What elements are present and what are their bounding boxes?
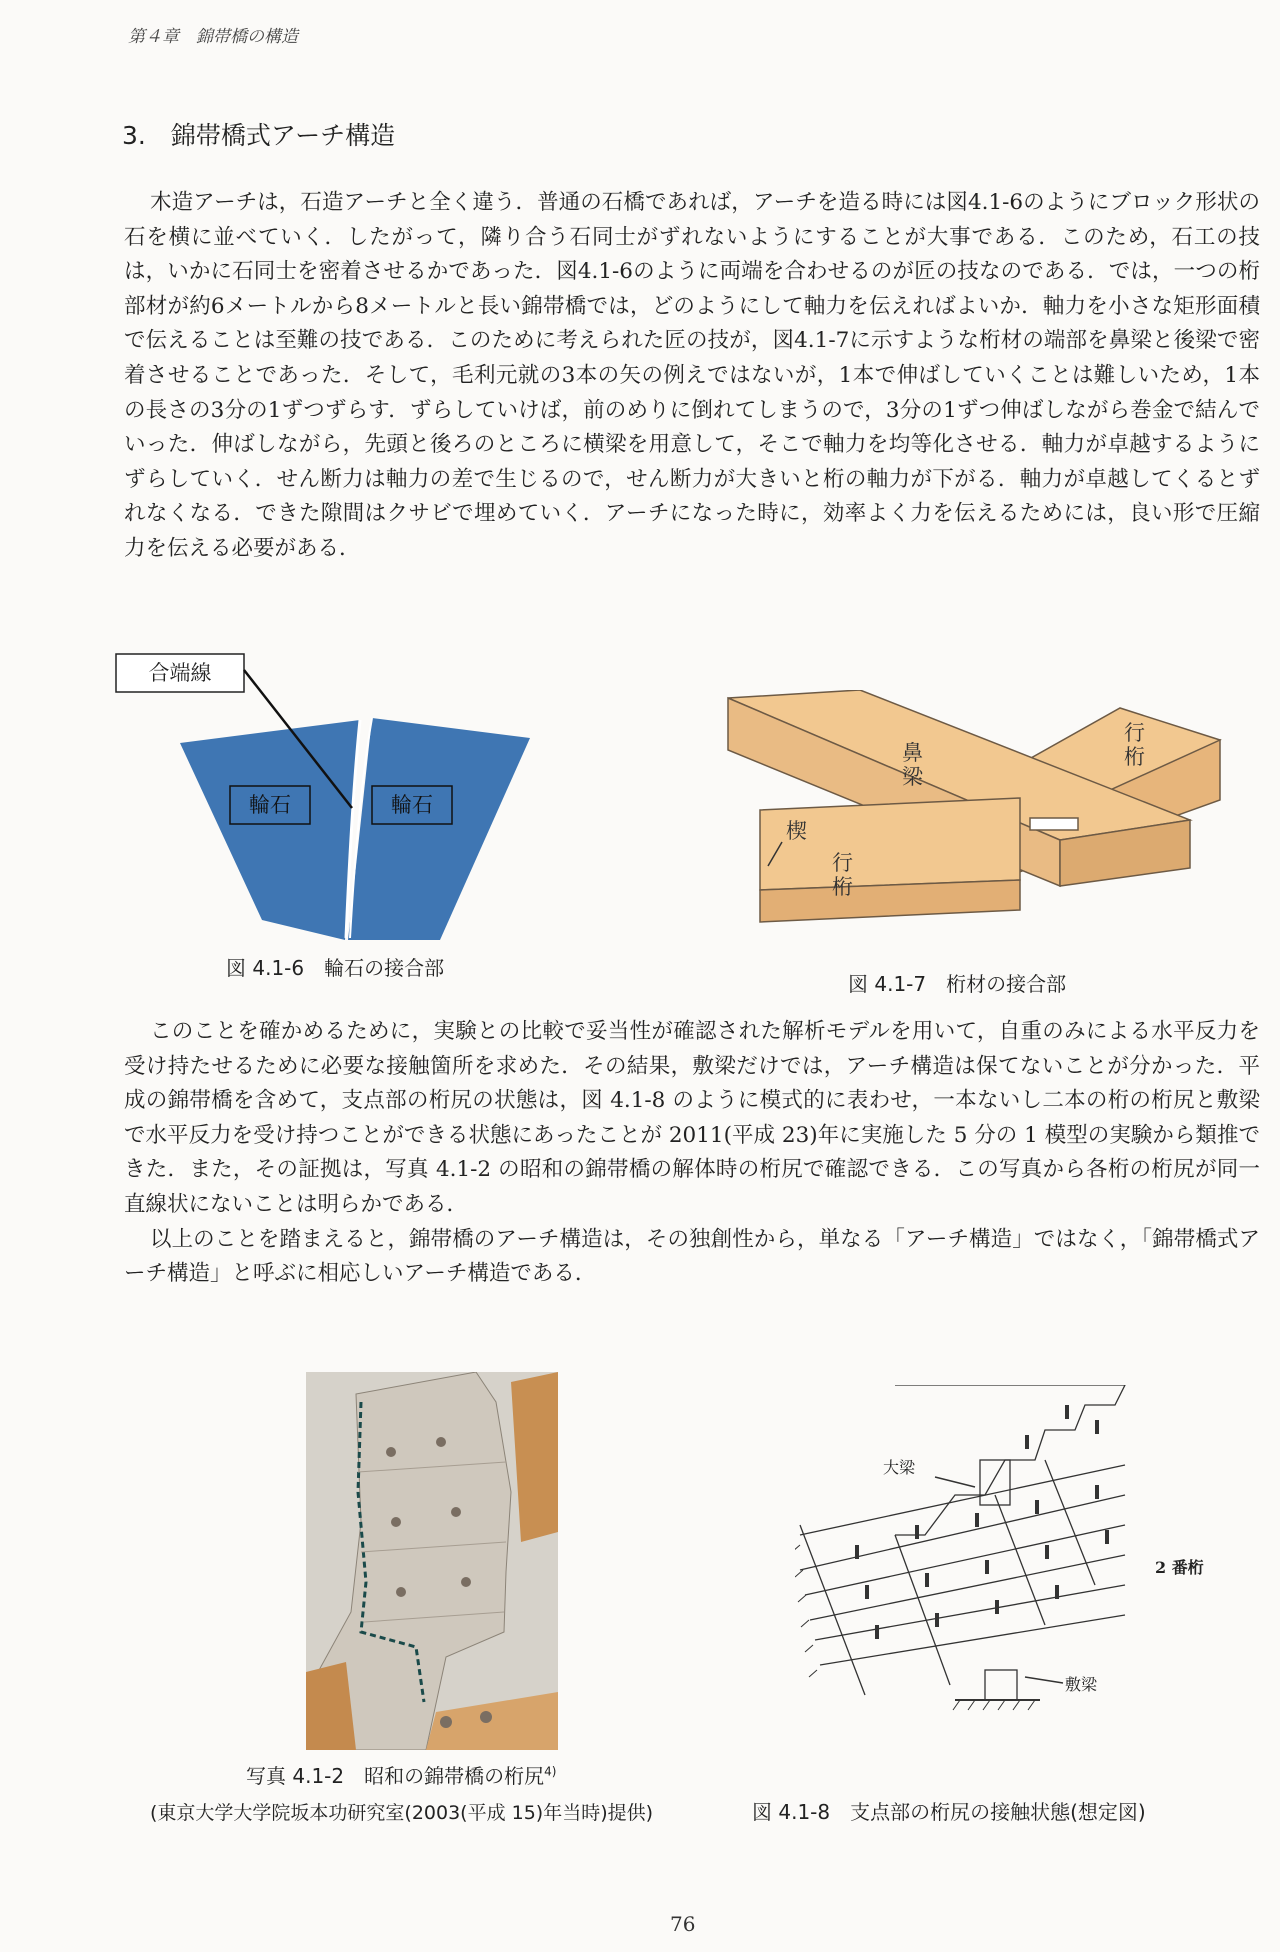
right-stone-label: 輪石	[391, 793, 433, 817]
left-stone-label: 輪石	[249, 793, 291, 817]
hanabari-label: 鼻梁	[902, 741, 923, 789]
photo-caption-text: 写真 4.1-2 昭和の錦帯橋の桁尻	[246, 1764, 545, 1788]
running-header: 第４章 錦帯橋の構造	[128, 27, 298, 47]
kouketa-left-label: 行桁	[832, 851, 853, 899]
figure-4-1-8-diagram	[795, 1385, 1225, 1725]
photo-illustration	[306, 1372, 558, 1750]
body-paragraph-2	[124, 1015, 1260, 1292]
photo-4-1-2-caption	[246, 1760, 556, 1789]
shikibari-label: 敷梁	[1065, 1675, 1098, 1694]
right-voussoir-stone	[348, 718, 530, 940]
joint-notch	[1030, 818, 1078, 830]
obari-arrow	[935, 1477, 975, 1487]
figure-4-1-6-caption: 図 4.1-6 輪石の接合部	[226, 956, 445, 980]
photo-4-1-2-credit: (東京大学大学院坂本功研究室(2003(平成 15)年当時)提供)	[150, 1802, 654, 1824]
shikibari-beam	[985, 1670, 1017, 1700]
paragraph-text: このことを確かめるために，実験との比較で妥当性が確認された解析モデルを用いて，自重のみによる水平反力を受け持たせるために必要な接触箇所を求めた．その結果，敷梁だけでは，アーチ構造は保てないことが分かった．平成の錦帯橋を含めて，支点部の桁尻の状態は，図 4.1-8 のように模式的に表わせ，一本ないし二本の桁の桁尻と敷梁で水平反力を受け持つことができる状態にあったことが 2011(平成 23)年に実施した 5 分の 1 模型の実験から類推できた．また，その証拠は，写真 4.1-2 の昭和の錦帯橋の解体時の桁尻で確認できる．この写真から各桁の桁尻が同一直線状にないことは明らかである．	[124, 1019, 1260, 1217]
figure-4-1-7-caption: 図 4.1-7 桁材の接合部	[848, 972, 1067, 996]
reference-superscript: 4)	[544, 1764, 557, 1779]
paragraph-text: 木造アーチは，石造アーチと全く違う．普通の石橋であれば，アーチを造る時には図4.1-6のようにブロック形状の石を横に並べていく．したがって，隣り合う石同士がずれないようにすることが大事である．このため，石工の技は，いかに石同士を密着させるかであった．図4.1-6のように両端を合わせるのが匠の技なのである．では，一つの桁部材が約6メートルから8メートルと長い錦帯橋では，どのようにして軸力を伝えればよいか．軸力を小さな矩形面積で伝えることは至難の技である．このために考えられた匠の技が，図4.1-7に示すような桁材の端部を鼻梁と後梁で密着させることであった．そして，毛利元就の3本の矢の例えではないが，1本で伸ばしていくことは難しいため，1本の長さの3分の1ずつずらす．ずらしていけば，前のめりに倒れてしまうので，3分の1ずつ伸ばしながら巻金で結んでいった．伸ばしながら，先頭と後ろのところに横梁を用意して，そこで軸力を均等化させる．軸力が卓越するようにずらしていく．せん断力は軸力の差で生じるので，せん断力が大きいと桁の軸力が下がる．軸力が卓越してくるとずれなくなる．できた隙間はクサビで埋めていく．アーチになった時に，効率よく力を伝えるためには，良い形で圧縮力を伝える必要がある．	[124, 190, 1260, 561]
obari-beam	[980, 1460, 1010, 1505]
figure-4-1-7-diagram	[720, 690, 1240, 940]
obari-label: 大梁	[883, 1458, 916, 1477]
section-title: 3. 錦帯橋式アーチ構造	[122, 121, 396, 150]
kouketa-right-label: 行桁	[1124, 721, 1145, 769]
shikibari-arrow	[1025, 1677, 1063, 1683]
photo-4-1-2	[306, 1372, 558, 1750]
kusabi-label: 楔	[786, 819, 807, 843]
figure-4-1-8-caption: 図 4.1-8 支点部の桁尻の接触状態(想定図)	[752, 1800, 1146, 1824]
callout-label: 合端線	[148, 661, 212, 685]
2banketa-label: 2 番桁	[1155, 1558, 1204, 1577]
lower-beam	[760, 798, 1020, 890]
figure-4-1-6-diagram	[110, 648, 540, 948]
body-paragraph-1	[124, 186, 1260, 567]
left-voussoir-stone	[180, 720, 360, 940]
paragraph-text: 以上のことを踏まえると，錦帯橋のアーチ構造は，その独創性から，単なる「アーチ構造」ではなく，「錦帯橋式アーチ構造」と呼ぶに相応しいアーチ構造である．	[124, 1226, 1260, 1287]
page-number: 76	[670, 1912, 696, 1936]
